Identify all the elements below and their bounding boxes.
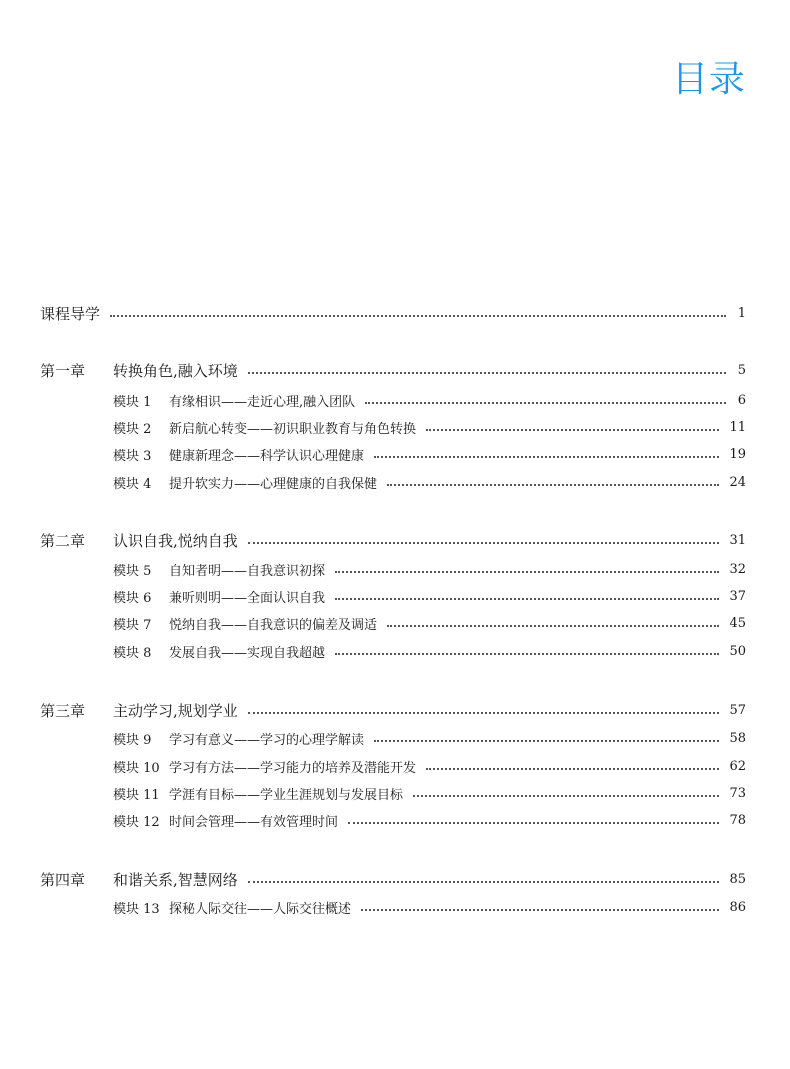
module-title: 学习有意义——学习的心理学解读 — [169, 732, 365, 748]
toc-entry-module[interactable] — [113, 416, 746, 438]
dot-leader — [426, 768, 719, 770]
page-number: 5 — [737, 362, 746, 378]
module-title: 探秘人际交往——人际交往概述 — [169, 901, 352, 917]
module-number: 模块 4 — [113, 476, 152, 492]
toc-entry-module[interactable] — [113, 640, 746, 662]
toc-entry-chapter[interactable] — [40, 529, 746, 551]
dot-leader — [387, 625, 719, 627]
chapter-title: 认识自我,悦纳自我 — [113, 531, 238, 550]
toc-entry-chapter[interactable] — [40, 699, 746, 721]
toc-entry-chapter[interactable] — [40, 359, 746, 381]
dot-leader — [248, 881, 720, 883]
module-title: 时间会管理——有效管理时间 — [169, 814, 339, 830]
dot-leader — [335, 653, 719, 655]
module-number: 模块 7 — [113, 617, 152, 633]
page-number: 45 — [729, 615, 746, 631]
module-title: 悦纳自我——自我意识的偏差及调适 — [169, 617, 378, 633]
page-number: 85 — [729, 871, 746, 887]
toc-entry-module[interactable] — [113, 585, 746, 607]
module-number: 模块 6 — [113, 590, 152, 606]
module-title: 发展自我——实现自我超越 — [169, 645, 326, 661]
chapter-title: 和谐关系,智慧网络 — [113, 870, 238, 889]
page-number: 78 — [729, 812, 746, 828]
chapter-number: 第四章 — [40, 870, 86, 889]
dot-leader — [248, 542, 720, 544]
dot-leader — [374, 740, 719, 742]
module-title: 健康新理念——科学认识心理健康 — [169, 448, 365, 464]
toc-entry-intro[interactable] — [40, 302, 746, 324]
page-number: 73 — [729, 785, 746, 801]
toc-entry-module[interactable] — [113, 471, 746, 493]
dot-leader — [413, 795, 719, 797]
toc-entry-module[interactable] — [113, 809, 746, 831]
page-number: 32 — [729, 561, 746, 577]
dot-leader — [110, 315, 726, 317]
module-number: 模块 5 — [113, 563, 152, 579]
chapter-number: 第三章 — [40, 701, 86, 720]
dot-leader — [248, 712, 720, 714]
module-title: 新启航心转变——初识职业教育与角色转换 — [169, 421, 417, 437]
toc-entry-module[interactable] — [113, 389, 746, 411]
toc-entry-module[interactable] — [113, 755, 746, 777]
module-title: 学习有方法——学习能力的培养及潜能开发 — [169, 760, 417, 776]
page-title: 目录 — [672, 59, 747, 100]
module-title: 自知者明——自我意识初探 — [169, 563, 326, 579]
module-title: 学涯有目标——学业生涯规划与发展目标 — [169, 787, 404, 803]
dot-leader — [248, 372, 726, 374]
page-number: 19 — [729, 446, 746, 462]
module-number: 模块 2 — [113, 421, 152, 437]
module-number: 模块 8 — [113, 645, 152, 661]
dot-leader — [361, 909, 719, 911]
toc-entry-module[interactable] — [113, 727, 746, 749]
page-number: 31 — [729, 532, 746, 548]
dot-leader — [426, 429, 719, 431]
module-number: 模块 13 — [113, 901, 160, 917]
page-number: 1 — [737, 305, 746, 321]
module-number: 模块 3 — [113, 448, 152, 464]
chapter-title: 主动学习,规划学业 — [113, 701, 238, 720]
toc-entry-module[interactable] — [113, 896, 746, 918]
dot-leader — [335, 571, 719, 573]
dot-leader — [387, 484, 719, 486]
toc-entry-module[interactable] — [113, 443, 746, 465]
page-number: 86 — [729, 899, 746, 915]
module-number: 模块 12 — [113, 814, 160, 830]
module-number: 模块 9 — [113, 732, 152, 748]
module-title: 兼听则明——全面认识自我 — [169, 590, 326, 606]
toc-entry-module[interactable] — [113, 782, 746, 804]
page-number: 62 — [729, 758, 746, 774]
page-number: 11 — [729, 419, 746, 435]
page-number: 58 — [729, 730, 746, 746]
module-title: 提升软实力——心理健康的自我保健 — [169, 476, 378, 492]
toc-entry-module[interactable] — [113, 558, 746, 580]
dot-leader — [348, 822, 719, 824]
chapter-number: 第二章 — [40, 531, 86, 550]
module-number: 模块 10 — [113, 760, 160, 776]
dot-leader — [335, 598, 719, 600]
dot-leader — [365, 402, 726, 404]
module-number: 模块 11 — [113, 787, 160, 803]
entry-title: 课程导学 — [40, 304, 101, 323]
chapter-title: 转换角色,融入环境 — [113, 361, 238, 380]
dot-leader — [374, 456, 719, 458]
page-number: 57 — [729, 702, 746, 718]
module-title: 有缘相识——走近心理,融入团队 — [169, 394, 356, 410]
module-number: 模块 1 — [113, 394, 152, 410]
page-number: 37 — [729, 588, 746, 604]
page-number: 6 — [737, 392, 746, 408]
toc-entry-module[interactable] — [113, 612, 746, 634]
page-number: 24 — [729, 474, 746, 490]
page-number: 50 — [729, 643, 746, 659]
chapter-number: 第一章 — [40, 361, 86, 380]
toc-entry-chapter[interactable] — [40, 868, 746, 890]
